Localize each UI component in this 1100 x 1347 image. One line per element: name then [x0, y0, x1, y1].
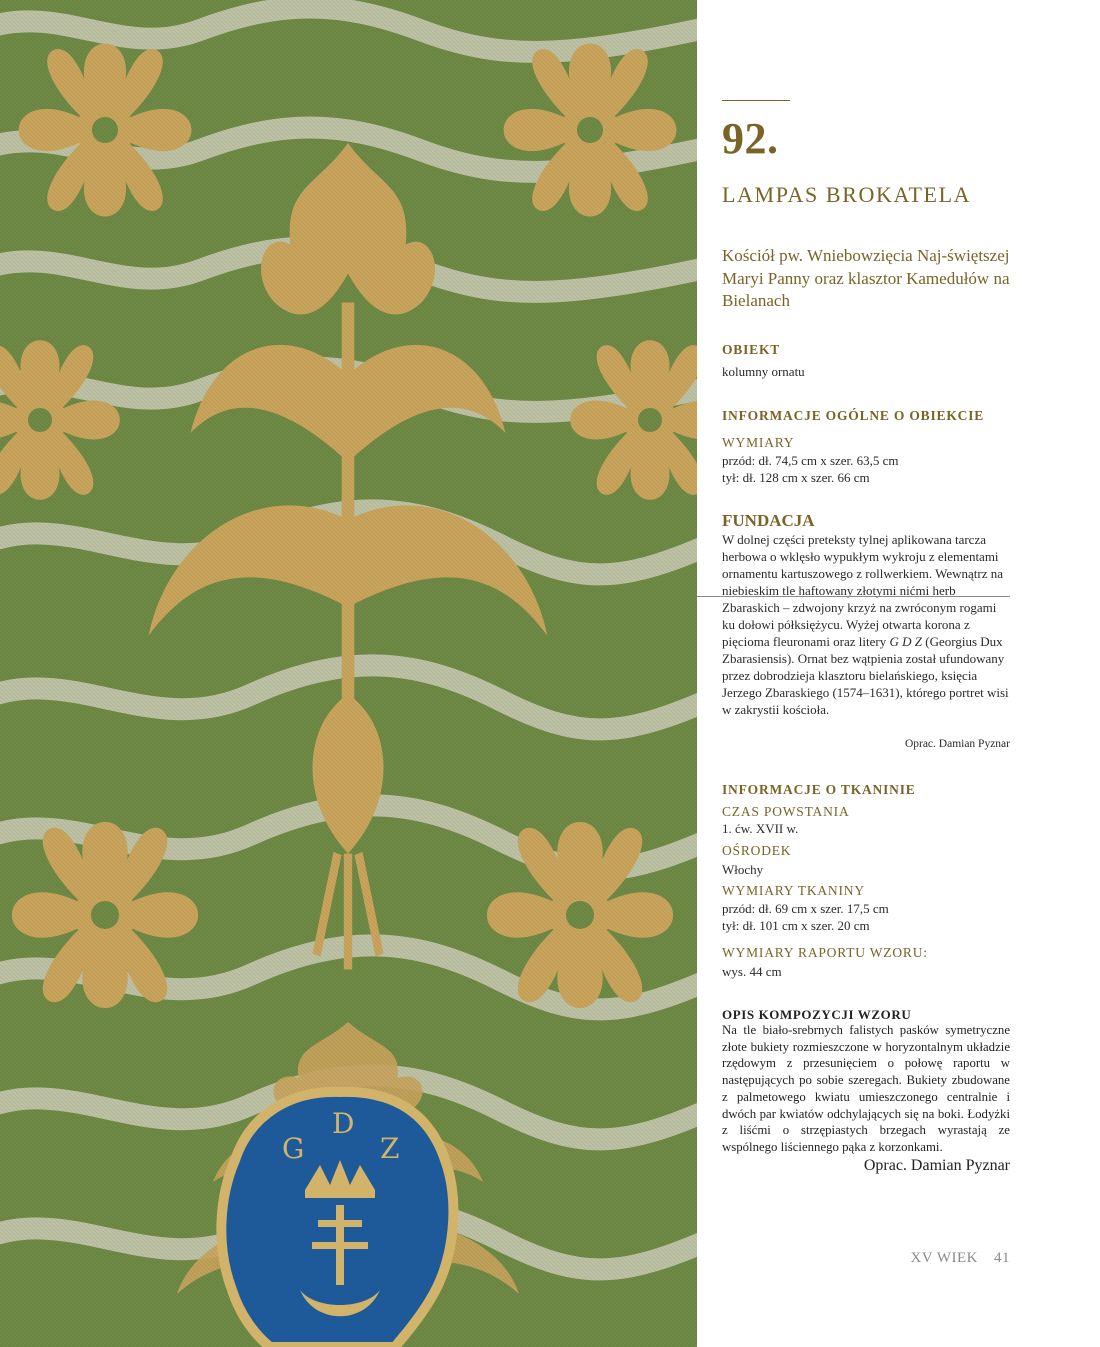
foundation-heading: FUNDACJA [722, 511, 815, 530]
dimensions-front: przód: dł. 74,5 cm x szer. 63,5 cm [722, 453, 899, 468]
foundation-letters: G D Z [889, 634, 922, 649]
shield-letter-d: D [332, 1107, 355, 1140]
foundation-author: Oprac. Damian Pyznar [904, 738, 1010, 750]
general-info-heading: INFORMACJE OGÓLNE O OBIEKCIE [722, 408, 985, 423]
foundation-text-part2: (Georgius Dux Zbarasiensis). Ornat bez wątpienia został ufundowany przez dobrodzieja klasztoru bielańskiego, księcia Jerzego Zbaraskiego (1574–1631), którego portret wisi w zakrystii kościoła. [722, 634, 1009, 717]
pattern-heading: OPIS KOMPOZYCJI WZORU [722, 1007, 912, 1022]
entry-number: 92. [722, 114, 779, 163]
fabric-info-heading: INFORMACJE O TKANINIE [722, 782, 916, 797]
dimensions-back: tył: dł. 128 cm x szer. 66 cm [722, 470, 870, 485]
top-rule [722, 100, 790, 101]
foundation-text-part1: W dolnej części preteksty tylnej aplikowana tarcza herbowa o wklęsło wypukłym wykroju z elementami ornamentu kartuszowego z rollwerkiem. Wewnątrz na niebieskim tle haftowany złotymi nićmi herb Zbaraskich – zdwojony krzyż na zwróconym rogami ku dołowi półksiężycu. Wyżej otwarta korona z pięcioma fleuronami oraz litery [722, 532, 1003, 649]
foundation-text [722, 531, 1010, 718]
fabric-dimensions-front: przód: dł. 69 cm x szer. 17,5 cm [722, 901, 889, 916]
coat-of-arms-shield [221, 1092, 453, 1347]
repeat-dimensions-heading: WYMIARY RAPORTU WZORU: [722, 945, 928, 960]
divider-line [697, 596, 1010, 597]
object-heading: OBIEKT [722, 342, 781, 357]
center-value: Włochy [722, 862, 764, 877]
fabric-dimensions-heading: WYMIARY TKANINY [722, 883, 865, 898]
repeat-dimensions-value: wys. 44 cm [722, 964, 782, 979]
page-number: 41 [994, 1250, 1010, 1266]
footer-section: XV WIEK [910, 1250, 978, 1266]
page-footer [890, 1250, 1010, 1267]
center-heading: OŚRODEK [722, 843, 792, 858]
shield-letter-z: Z [380, 1132, 400, 1165]
pattern-author: Oprac. Damian Pyznar [863, 1157, 1010, 1174]
creation-date-value: 1. ćw. XVII w. [722, 821, 799, 836]
object-value: kolumny ornatu [722, 364, 805, 379]
shield-letter-g: G [282, 1132, 305, 1165]
entry-location: Kościół pw. Wniebowzięcia Naj-świętszej Maryi Panny oraz klasztor Kamedułów na Bielanach [722, 246, 1010, 310]
dimensions-heading: WYMIARY [722, 435, 795, 450]
entry-title: LAMPAS BROKATELA [722, 182, 972, 207]
pattern-text: Na tle biało-srebrnych falistych pasków symetryczne złote bukiety rozmieszczone w horyzontalnym układzie rzędowym z przesunięciem o połowę raportu w następujących po sobie szeregach. Bukiety zbudowane z palmetowego kwiatu umieszczonego centralnie i dwóch par kwiatów odchylających się na boki. Łodyżki z liśćmi o strzępiastych brzegach wyrastają ze wspólnego liściennego pąka z korzonkami. [722, 1023, 1010, 1154]
creation-date-heading: CZAS POWSTANIA [722, 804, 850, 819]
fabric-dimensions-back: tył: dł. 101 cm x szer. 20 cm [722, 918, 870, 933]
